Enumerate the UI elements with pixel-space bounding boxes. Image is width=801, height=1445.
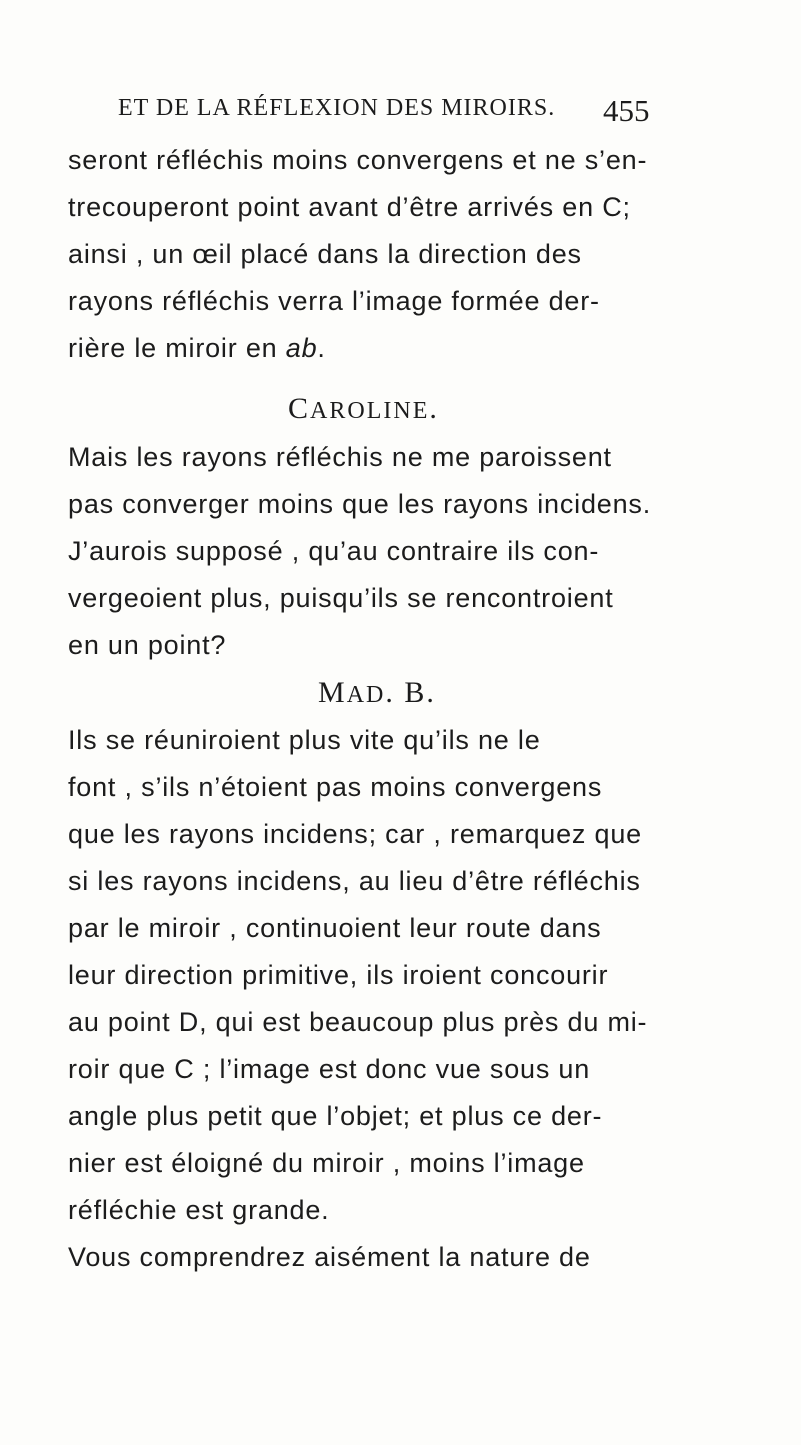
italic-label: ab (285, 333, 318, 363)
text-line: Ils se réuniroient plus vite qu’ils ne le (68, 725, 541, 755)
text-line: vergeoient plus, puisqu’ils se rencontroient (68, 583, 614, 613)
text-line: réfléchie est grande. (68, 1195, 330, 1225)
text-line: Vous comprendrez aisément la nature de (68, 1242, 591, 1272)
text-line: leur direction primitive, ils iroient concourir (68, 960, 609, 990)
text-line: au point D, qui est beaucoup plus près du mi- (68, 1007, 648, 1037)
text-line: Mais les rayons réfléchis ne me paroissent (68, 442, 612, 472)
text-line: font , s’ils n’étoient pas moins convergens (68, 772, 603, 802)
text-line: trecouperont point avant d’être arrivés en C; (68, 192, 631, 222)
text-line: que les rayons incidens; car , remarquez que (68, 819, 642, 849)
text-line: en un point? (68, 630, 227, 660)
text-line-last (68, 330, 788, 366)
page-number: 455 (603, 93, 650, 128)
speaker-name: MAD. B. (318, 676, 436, 709)
speaker-name: CAROLINE. (288, 392, 439, 425)
running-title: ET DE LA RÉFLEXION DES MIROIRS. (118, 95, 556, 121)
text-line: pas converger moins que les rayons incidens. (68, 489, 651, 519)
text-line-content: rière le miroir en ab. (68, 333, 326, 363)
text-line: roir que C ; l’image est donc vue sous un (68, 1054, 591, 1084)
text-line: si les rayons incidens, au lieu d’être réfléchis (68, 866, 641, 896)
text-line: rayons réfléchis verra l’image formée der- (68, 286, 600, 316)
text-line: ainsi , un œil placé dans la direction des (68, 239, 582, 269)
text-line: J’aurois supposé , qu’au contraire ils con- (68, 536, 600, 566)
text-line: par le miroir , continuoient leur route dans (68, 913, 602, 943)
text-line: nier est éloigné du miroir , moins l’image (68, 1148, 585, 1178)
text-line: angle plus petit que l’objet; et plus ce der- (68, 1101, 603, 1131)
text-line: seront réfléchis moins convergens et ne s’en- (68, 145, 648, 175)
